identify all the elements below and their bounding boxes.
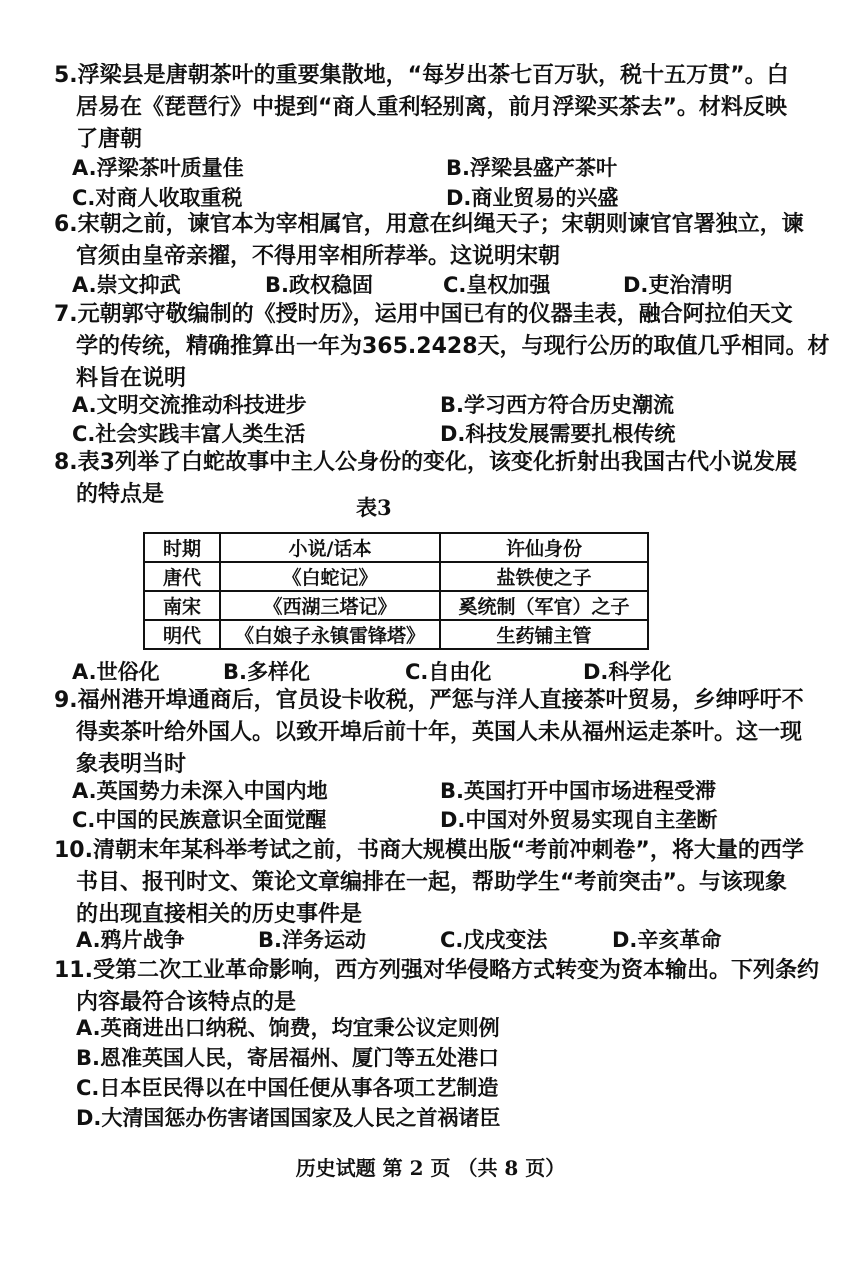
table-header-cell: 许仙身份 — [440, 533, 648, 562]
q10-option-a: A.鸦片战争 — [76, 928, 185, 952]
table-cell: 南宋 — [144, 591, 220, 620]
question-7-line-1: 7.元朝郭守敬编制的《授时历》，运用中国已有的仪器圭表，融合阿拉伯天文 — [54, 302, 793, 327]
q8-option-a: A.世俗化 — [72, 660, 160, 684]
q9-option-b: B.英国打开中国市场进程受滞 — [440, 779, 716, 803]
q5-option-b: B.浮梁县盛产茶叶 — [446, 156, 617, 180]
question-7-line-2: 学的传统，精确推算出一年为365.2428天，与现行公历的取值几乎相同。材 — [76, 334, 830, 359]
question-9-line-3: 象表明当时 — [76, 752, 187, 777]
q6-option-c: C.皇权加强 — [443, 273, 551, 297]
question-10-line-2: 书目、报刊时文、策论文章编排在一起，帮助学生“考前突击”。与该现象 — [76, 870, 787, 895]
q6-option-d: D.吏治清明 — [623, 273, 733, 297]
q7-option-d: D.科技发展需要扎根传统 — [440, 422, 676, 446]
table-header-row — [144, 533, 648, 562]
table-cell: 盐铁使之子 — [440, 562, 648, 591]
question-11-line-1: 11.受第二次工业革命影响，西方列强对华侵略方式转变为资本输出。下列条约 — [54, 958, 819, 983]
table-row — [144, 591, 648, 620]
q8-option-b: B.多样化 — [223, 660, 310, 684]
q10-option-d: D.辛亥革命 — [612, 928, 722, 952]
q10-option-c: C.戊戌变法 — [440, 928, 548, 952]
question-5-line-1: 5.浮梁县是唐朝茶叶的重要集散地，“每岁出茶七百万驮，税十五万贯”。白 — [54, 63, 789, 88]
q5-option-d: D.商业贸易的兴盛 — [446, 186, 619, 210]
table-row — [144, 562, 648, 591]
q5-option-a: A.浮梁茶叶质量佳 — [72, 156, 244, 180]
q7-option-a: A.文明交流推动科技进步 — [72, 393, 307, 417]
q11-option-a: A.英商进出口纳税、饷费，均宜秉公议定则例 — [76, 1016, 500, 1040]
question-10-line-3: 的出现直接相关的历史事件是 — [76, 902, 363, 927]
question-6-line-1: 6.宋朝之前，谏官本为宰相属官，用意在纠绳天子；宋朝则谏官官署独立，谏 — [54, 212, 804, 237]
question-9-line-2: 得卖茶叶给外国人。以致开埠后前十年，英国人未从福州运走茶叶。这一现 — [76, 720, 803, 745]
question-5-line-2: 居易在《琵琶行》中提到“商人重利轻别离，前月浮梁买茶去”。材料反映 — [76, 95, 787, 120]
question-9-line-1: 9.福州港开埠通商后，官员设卡收税，严惩与洋人直接茶叶贸易，乡绅呼吁不 — [54, 688, 804, 713]
q9-option-a: A.英国势力未深入中国内地 — [72, 779, 328, 803]
q7-option-b: B.学习西方符合历史潮流 — [440, 393, 674, 417]
q9-option-c: C.中国的民族意识全面觉醒 — [72, 808, 327, 832]
q5-option-c: C.对商人收取重税 — [72, 186, 243, 210]
table-cell: 唐代 — [144, 562, 220, 591]
q9-option-d: D.中国对外贸易实现自主垄断 — [440, 808, 718, 832]
q8-option-d: D.科学化 — [583, 660, 672, 684]
q11-option-d: D.大清国惩办伤害诸国国家及人民之首祸诸臣 — [76, 1106, 501, 1130]
q10-option-b: B.洋务运动 — [258, 928, 366, 952]
table-cell: 奚统制（军官）之子 — [440, 591, 648, 620]
q6-option-b: B.政权稳固 — [265, 273, 373, 297]
q11-option-c: C.日本臣民得以在中国任便从事各项工艺制造 — [76, 1076, 499, 1100]
table-caption: 表3 — [356, 495, 392, 520]
table-cell: 明代 — [144, 620, 220, 649]
table-3 — [143, 532, 649, 650]
question-8-line-1: 8.表3列举了白蛇故事中主人公身份的变化，该变化折射出我国古代小说发展 — [54, 450, 797, 475]
question-6-line-2: 官须由皇帝亲擢，不得用宰相所荐举。这说明宋朝 — [76, 244, 561, 269]
q6-option-a: A.崇文抑武 — [72, 273, 181, 297]
q11-option-b: B.恩准英国人民，寄居福州、厦门等五处港口 — [76, 1046, 499, 1070]
page-footer: 历史试题 第 2 页 （共 8 页） — [295, 1156, 566, 1180]
table-row — [144, 620, 648, 649]
table-cell: 生药铺主管 — [440, 620, 648, 649]
table-cell: 《白娘子永镇雷锋塔》 — [220, 620, 440, 649]
question-11-line-2: 内容最符合该特点的是 — [76, 990, 297, 1015]
table-header-cell: 小说/话本 — [220, 533, 440, 562]
table-header-cell: 时期 — [144, 533, 220, 562]
question-10-line-1: 10.清朝末年某科举考试之前，书商大规模出版“考前冲刺卷”，将大量的西学 — [54, 838, 804, 863]
q8-option-c: C.自由化 — [405, 660, 492, 684]
question-8-line-2: 的特点是 — [76, 482, 165, 507]
question-5-line-3: 了唐朝 — [76, 127, 143, 152]
q7-option-c: C.社会实践丰富人类生活 — [72, 422, 306, 446]
table-cell: 《西湖三塔记》 — [220, 591, 440, 620]
table-cell: 《白蛇记》 — [220, 562, 440, 591]
question-7-line-3: 料旨在说明 — [76, 366, 187, 391]
